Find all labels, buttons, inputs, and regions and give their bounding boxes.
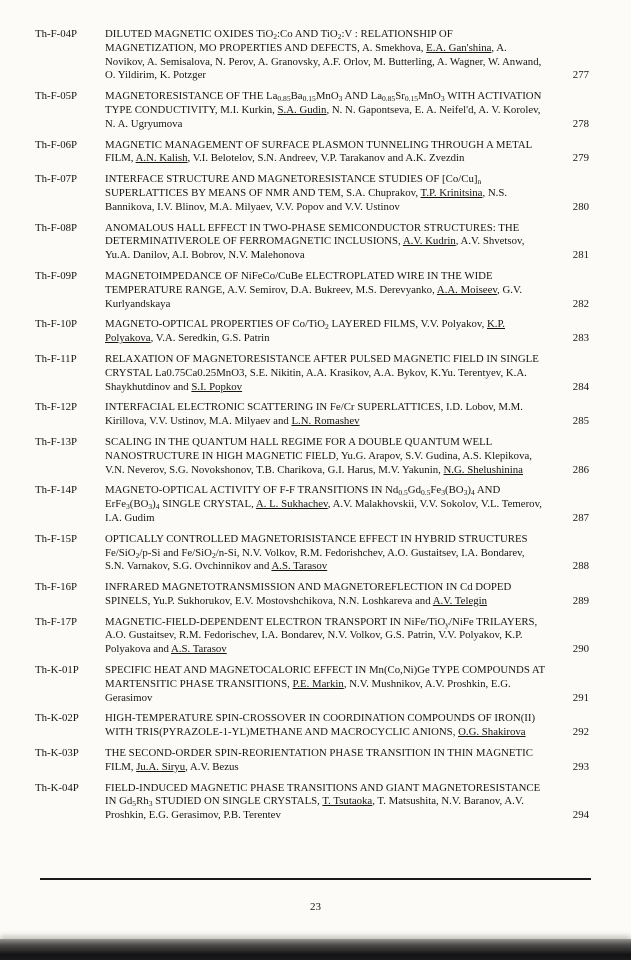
entry-title-authors — [105, 664, 555, 705]
entry-text-segment: INFRARED MAGNETOTRANSMISSION AND MAGNETOREFLECTION IN Cd DOPED SPINELS, Yu.P. Sukhorukov, E.V. Mostovshchikova, N.N. Loshkareva and — [105, 581, 512, 607]
subscript-text: 0.5 — [420, 488, 431, 498]
entry-text-segment: STUDIED ON SINGLE CRYSTALS, — [152, 795, 323, 808]
toc-entry — [35, 90, 589, 131]
underlined-author-name: A.S. Tarasov — [271, 560, 328, 573]
subscript-text: 3 — [126, 501, 130, 511]
toc-entry — [35, 28, 589, 83]
entry-text-segment: /NiFe TRILAYERS, A.O. Gustaitsev, R.M. Fedorischev, I.A. Bondarev, N.V. Volkov, G.S. Patrin, V.V. Polyakov, K.P. Polyakova and — [105, 615, 538, 656]
subscript-text: 3 — [148, 799, 153, 809]
entry-text-segment: , N. N. Gapontseva, E. A. Neifel'd, A. V. Korolev, N. A. Ugryumova — [105, 103, 541, 130]
entry-title-authors — [105, 90, 555, 131]
entry-text-segment: , V.I. Belotelov, S.N. Andreev, V.P. Tarakanov and A.K. Zvezdin — [187, 152, 465, 165]
entry-title-authors — [105, 581, 555, 609]
entry-text-segment: , G.V. Kurlyandskaya — [105, 283, 523, 310]
entry-title-authors — [105, 484, 555, 525]
entry-text-segment: AND La — [342, 90, 382, 103]
entry-text-segment: MAGNETIC-FIELD-DEPENDENT ELECTRON TRANSPORT IN NiFe/TiO — [105, 615, 446, 628]
entry-page-number: 277 — [572, 69, 589, 82]
entry-text-segment: MnO — [418, 90, 441, 103]
subscript-text: 2 — [211, 550, 216, 560]
entry-page-number: 280 — [572, 200, 589, 213]
entry-title-authors — [105, 616, 555, 657]
entry-title-authors — [105, 270, 555, 311]
subscript-text: y — [445, 619, 450, 629]
entry-text-segment: Sr — [395, 90, 405, 103]
underlined-author-name: T.P. Krinitsina — [420, 186, 483, 199]
entry-text-segment: , A. Novikov, A. Semisalova, N. Perov, A. Granovsky, A.F. Orlov, M. Butterling, A. Wagner, W. Anwand, O. Yildirim, K. Potzger — [105, 41, 542, 82]
entry-text-segment: , N.V. Mushnikov, A.V. Proshkin, E.G. Gerasimov — [105, 677, 511, 704]
entry-text-segment: (BO — [129, 498, 149, 511]
subscript-text: 3 — [148, 501, 153, 511]
entry-text-segment: RELAXATION OF MAGNETORESISTANCE AFTER PULSED MAGNETIC FIELD IN SINGLE CRYSTAL La0.75Ca0.25MnO3, S.E. Nikitin, A.A. Krasikov, A.A. Bykov, K.Yu. Terentyev, K.A. Shaykhutdinov and — [105, 352, 539, 393]
subscript-text: 3 — [463, 488, 468, 498]
entry-code: Th-F-09P — [35, 269, 77, 282]
subscript-text: 2 — [135, 550, 140, 560]
entry-code: Th-F-15P — [35, 532, 77, 545]
underlined-author-name: L.N. Romashev — [291, 415, 360, 428]
subscript-text: 3 — [441, 488, 445, 498]
entry-code: Th-F-07P — [35, 173, 77, 186]
toc-entry — [35, 581, 589, 609]
entry-text-segment: INTERFACE STRUCTURE AND MAGNETORESISTANCE STUDIES OF [Co/Cu] — [105, 173, 478, 186]
underlined-author-name: O.G. Shakirova — [458, 726, 526, 739]
entry-code: Th-F-12P — [35, 401, 77, 414]
entry-page-number: 289 — [572, 594, 589, 607]
toc-entry — [35, 533, 589, 574]
entry-title-authors — [105, 173, 555, 214]
entry-text-segment: HIGH-TEMPERATURE SPIN-CROSSOVER IN COORDINATION COMPOUNDS OF IRON(II) WITH TRIS(PYRAZOLE-1-YL)METHANE AND MACROCYCLIC ANIONS, — [105, 712, 536, 739]
entry-text-segment: AND ErFe — [105, 484, 501, 511]
entry-code: Th-F-11P — [35, 352, 77, 365]
entry-text-segment: SPECIFIC HEAT AND MAGNETOCALORIC EFFECT IN Mn(Co,Ni)Ge TYPE COMPOUNDS AT MARTENSITIC PHASE TRANSITIONS, — [105, 664, 545, 690]
entry-code: Th-F-10P — [35, 318, 77, 331]
entry-text-segment: SCALING IN THE QUANTUM HALL REGIME FOR A DOUBLE QUANTUM WELL NANOSTRUCTURE IN HIGH MAGNETIC FIELD, Yu.G. Arapov, S.V. Gudina, A.S. Klepikova, V.N. Neverov, S.G. Novokshonov, T.B. Charikova, G.I. Harus, M.V. Yakunin, — [105, 435, 532, 476]
entry-text-segment: MnO — [315, 90, 339, 103]
entry-page-number: 279 — [572, 152, 589, 165]
subscript-text: 2 — [273, 31, 278, 41]
underlined-author-name: A.A. Moiseev — [436, 283, 498, 296]
entry-page-number: 290 — [572, 643, 589, 656]
entry-page-number: 286 — [572, 463, 589, 476]
entry-text-segment: FIELD-INDUCED MAGNETIC PHASE TRANSITIONS AND GIANT MAGNETORESISTANCE IN Gd — [105, 781, 541, 808]
subscript-text: 0.5 — [398, 488, 408, 498]
entry-title-authors — [105, 712, 555, 740]
underlined-author-name: T. Tsutaoka — [322, 795, 373, 808]
toc-entry — [35, 353, 589, 394]
toc-entry — [35, 401, 589, 429]
entry-title-authors — [105, 222, 555, 263]
entry-text-segment: THE SECOND-ORDER SPIN-REORIENTATION PHASE TRANSITION IN THIN MAGNETIC FILM, — [105, 747, 533, 773]
entry-text-segment: , A.V. Malakhovskii, V.V. Sokolov, V.L. Temerov, I.A. Gudim — [105, 498, 542, 524]
toc-entry — [35, 173, 589, 214]
entry-title-authors — [105, 28, 555, 83]
subscript-text: 0.15 — [302, 94, 316, 104]
entry-page-number: 283 — [572, 332, 589, 345]
entry-text-segment: /n-Si, N.V. Volkov, R.M. Fedorishchev, A.O. Gustaitsev, I.A. Bondarev, S.N. Varnakov, S.G. Ovchinnikov and — [105, 546, 525, 573]
entry-text-segment: MAGNETOIMPEDANCE OF NiFeCo/CuBe ELECTROPLATED WIRE IN THE WIDE TEMPERATURE RANGE, A.V. Semirov, D.A. Bukreev, M.S. Derevyanko, — [105, 269, 493, 296]
entry-page-number: 284 — [572, 380, 589, 393]
underlined-author-name: A.S. Tarasov — [170, 643, 227, 656]
entry-code: Th-K-01P — [35, 664, 79, 677]
entry-text-segment: ANOMALOUS HALL EFFECT IN TWO-PHASE SEMICONDUCTOR STRUCTURES: THE DETERMINATIVEROLE OF FERROMAGNETIC INCLUSIONS, — [105, 221, 520, 248]
toc-entry — [35, 782, 589, 823]
subscript-text: 4 — [471, 488, 475, 498]
entry-text-segment: Rh — [136, 795, 149, 808]
entry-text-segment: :V : RELATIONSHIP OF MAGNETIZATION, MO PROPERTIES AND DEFECTS, A. Smekhova, — [105, 28, 453, 54]
subscript-text: 2 — [325, 322, 329, 332]
entry-page-number: 291 — [572, 691, 589, 704]
entry-title-authors — [105, 436, 555, 477]
entry-title-authors — [105, 782, 555, 823]
subscript-text: n — [477, 177, 482, 187]
underlined-author-name: A.N. Kalish — [135, 152, 188, 165]
toc-entry — [35, 664, 589, 705]
toc-entry — [35, 616, 589, 657]
page-number: 23 — [310, 901, 321, 913]
entry-text-segment: LAYERED FILMS, V.V. Polyakov, — [328, 318, 487, 331]
toc-entry — [35, 712, 589, 740]
entry-page-number: 281 — [572, 249, 589, 262]
underlined-author-name: N.G. Shelushinina — [443, 463, 523, 476]
entry-text-segment: Ba — [290, 90, 303, 103]
subscript-text: 2 — [337, 31, 342, 41]
subscript-text: 0.85 — [382, 94, 396, 104]
underlined-author-name: E.A. Gan'shina — [426, 41, 492, 54]
entry-code: Th-K-02P — [35, 712, 79, 725]
entry-code: Th-F-05P — [35, 90, 77, 103]
entry-text-segment: , A.V. Shvetsov, Yu.A. Danilov, A.I. Bobrov, N.V. Malehonova — [105, 235, 525, 262]
underlined-author-name: P.E. Markin — [292, 677, 344, 690]
entry-text-segment: , N.S. Bannikova, I.V. Blinov, M.A. Milyaev, V.V. Popov and V.V. Ustinov — [105, 186, 508, 213]
toc-entry — [35, 747, 589, 775]
entry-code: Th-F-08P — [35, 221, 77, 234]
entry-text-segment: MAGNETIC MANAGEMENT OF SURFACE PLASMON TUNNELING THROUGH A METAL FILM, — [105, 138, 532, 165]
entry-text-segment: :Co AND TiO — [277, 28, 338, 40]
entry-code: Th-F-06P — [35, 138, 77, 151]
entry-text-segment: (BO — [445, 484, 464, 497]
underlined-author-name: S.I. Popkov — [191, 380, 243, 393]
entry-text-segment: , V.A. Seredkin, G.S. Patrin — [150, 332, 270, 345]
entry-text-segment: WITH ACTIVATION TYPE CONDUCTIVITY, M.I. Kurkin, — [105, 90, 542, 116]
scan-edge-bar — [0, 939, 631, 960]
toc-entry — [35, 270, 589, 311]
entry-text-segment: SUPERLATTICES BY MEANS OF NMR AND TEM, S.A. Chuprakov, — [105, 186, 421, 199]
entry-code: Th-K-03P — [35, 747, 79, 760]
toc-entry — [35, 318, 589, 346]
entry-text-segment: DILUTED MAGNETIC OXIDES TiO — [105, 28, 274, 40]
footer-divider-rule — [40, 878, 591, 880]
entry-title-authors — [105, 533, 555, 574]
entry-title-authors — [105, 318, 555, 346]
entry-title-authors — [105, 747, 555, 775]
entry-page-number: 294 — [572, 809, 589, 822]
subscript-text: 3 — [440, 94, 445, 104]
toc-list — [35, 28, 589, 830]
underlined-author-name: K.P. Polyakova — [105, 318, 506, 345]
entry-text-segment: Gd — [407, 484, 421, 497]
underlined-author-name: A. L. Sukhachev — [255, 498, 328, 511]
entry-text-segment: ) — [467, 484, 471, 497]
entry-text-segment: MAGNETO-OPTICAL PROPERTIES OF Co/TiO — [105, 318, 326, 331]
entry-text-segment: , A.V. Bezus — [185, 760, 239, 773]
underlined-author-name: A.V. Kudrin — [402, 235, 456, 248]
entry-page-number: 278 — [572, 117, 589, 130]
entry-code: Th-F-17P — [35, 615, 77, 628]
underlined-author-name: A.V. Telegin — [432, 594, 488, 607]
entry-page-number: 282 — [572, 297, 589, 310]
entry-code: Th-F-14P — [35, 484, 77, 497]
entry-text-segment: ) — [152, 498, 156, 511]
entry-text-segment: SINGLE CRYSTAL, — [159, 498, 256, 511]
subscript-text: 0.15 — [404, 94, 419, 104]
toc-entry — [35, 436, 589, 477]
subscript-text: 4 — [155, 501, 160, 511]
entry-text-segment: INTERFACIAL ELECTRONIC SCATTERING IN Fe/Cr SUPERLATTICES, I.D. Lobov, M.M. Kirillova, V.V. Ustinov, M.A. Milyaev and — [105, 401, 523, 428]
entry-text-segment: Fe — [430, 484, 442, 497]
underlined-author-name: S.A. Gudin — [277, 103, 327, 116]
entry-code: Th-F-16P — [35, 581, 77, 594]
entry-page-number: 285 — [572, 415, 589, 428]
subscript-text: 5 — [132, 799, 137, 809]
entry-text-segment: OPTICALLY CONTROLLED MAGNETORISISTANCE EFFECT IN HYBRID STRUCTURES Fe/SiO — [105, 532, 528, 559]
subscript-text: 3 — [338, 94, 343, 104]
entry-title-authors — [105, 139, 555, 167]
toc-entry — [35, 222, 589, 263]
entry-text-segment: MAGNETO-OPTICAL ACTIVITY OF F-F TRANSITIONS IN Nd — [105, 484, 399, 497]
entry-page-number: 292 — [572, 726, 589, 739]
toc-entry — [35, 139, 589, 167]
entry-title-authors — [105, 401, 555, 429]
entry-code: Th-K-04P — [35, 781, 79, 794]
subscript-text: 0.85 — [277, 94, 291, 104]
entry-code: Th-F-04P — [35, 28, 77, 40]
entry-page-number: 293 — [572, 760, 589, 773]
entry-text-segment: MAGNETORESISTANCE OF THE La — [105, 90, 278, 103]
entry-page-number: 287 — [572, 511, 589, 524]
entry-text-segment: /p-Si and Fe/SiO — [139, 546, 212, 559]
entry-title-authors — [105, 353, 555, 394]
entry-code: Th-F-13P — [35, 435, 77, 448]
underlined-author-name: Ju.A. Siryu — [136, 760, 186, 773]
toc-entry — [35, 484, 589, 525]
entry-page-number: 288 — [572, 560, 589, 573]
entry-text-segment: , T. Matsushita, N.V. Baranov, A.V. Proshkin, E.G. Gerasimov, P.B. Terentev — [105, 795, 524, 822]
